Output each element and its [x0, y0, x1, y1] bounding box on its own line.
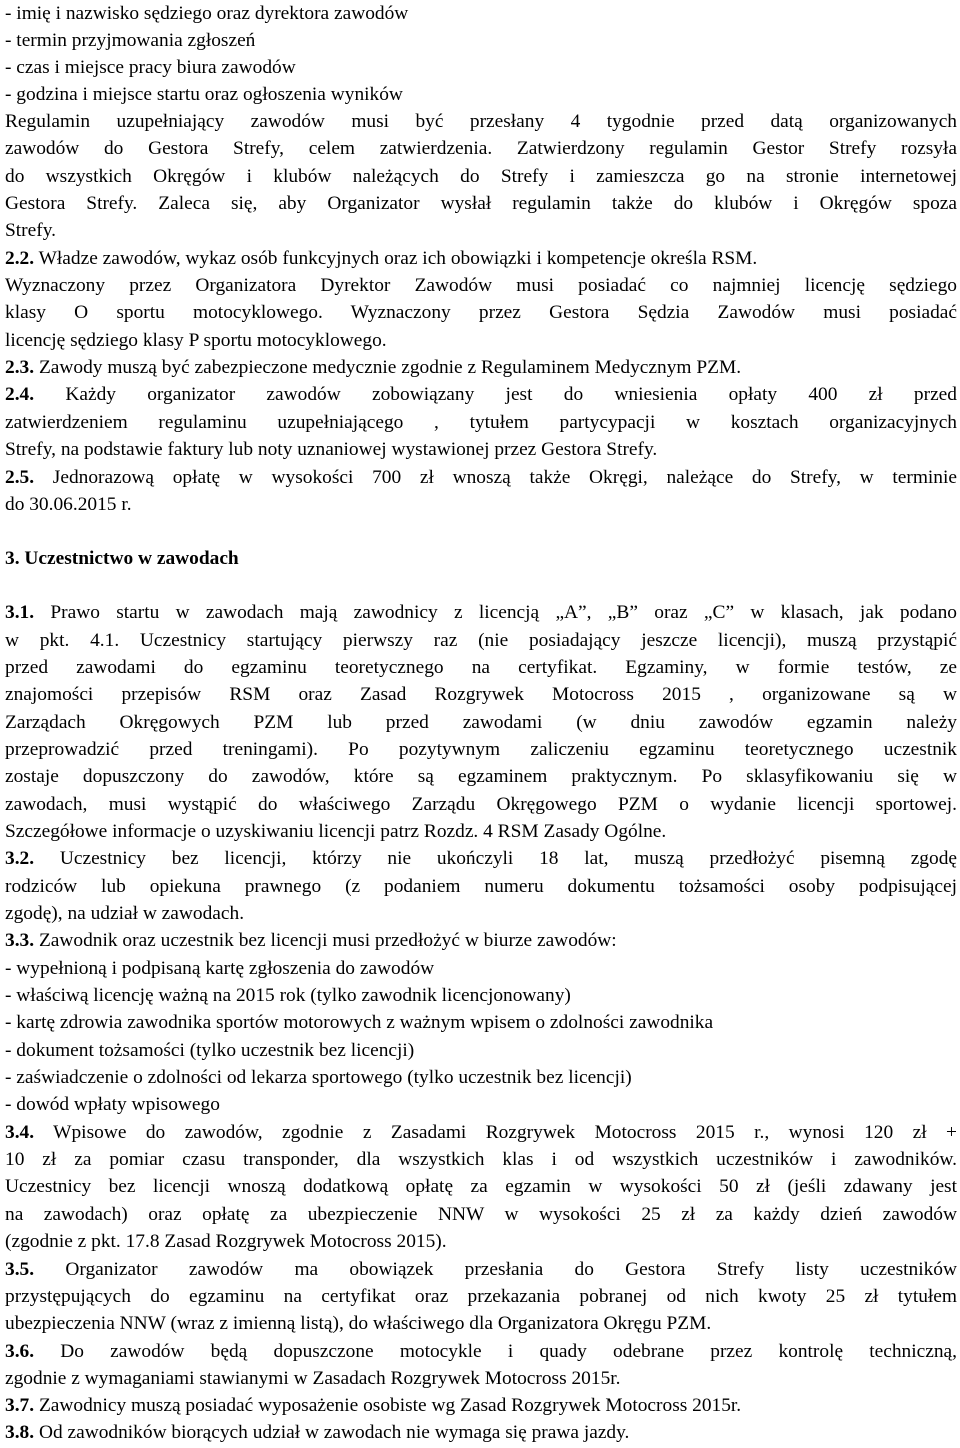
section-2-2: 2.2. Władze zawodów, wykaz osób funkcyjnych oraz ich obowiązki i kompetencje określa RSM.	[5, 248, 758, 269]
section-3-1: 3.1. Prawo startu w zawodach mają zawodnicy z licencją „A”, „B” oraz „C” w klasach, jak podano	[5, 602, 957, 623]
text-line: Regulamin uzupełniający zawodów musi być przesłany 4 tygodnie przed datą organizowanych	[5, 111, 957, 132]
text-line: zgodnie z wymaganiami stawianymi w Zasadach Rozgrywek Motocross 2015r.	[5, 1368, 621, 1389]
text-line: zgodę), na udział w zawodach.	[5, 903, 245, 924]
section-3-3: 3.3. Zawodnik oraz uczestnik bez licencji musi przedłożyć w biurze zawodów:	[5, 930, 617, 951]
section-3-8: 3.8. Od zawodników biorących udział w zawodach nie wymaga się prawa jazdy.	[5, 1422, 630, 1443]
text-line: Wyznaczony przez Organizatora Dyrektor Zawodów musi posiadać co najmniej licencję sędziego	[5, 275, 957, 296]
text-line: ubezpieczenia NNW (wraz z imienną listą), do właściwego dla Organizatora Okręgu PZM.	[5, 1313, 712, 1334]
text-line: (zgodnie z pkt. 17.8 Zasad Rozgrywek Motocross 2015).	[5, 1231, 447, 1252]
text-line: - termin przyjmowania zgłoszeń	[5, 30, 256, 51]
list-item: - właściwą licencję ważną na 2015 rok (tylko zawodnik licencjonowany)	[5, 985, 571, 1006]
text-line: Zarządach Okręgowych PZM lub przed zawodami (w dniu zawodów egzamin należy	[5, 712, 957, 733]
text-line: przeprowadzić przed treningami). Po pozytywnym zaliczeniu egzaminu teoretycznego uczestnik	[5, 739, 957, 760]
text-line: klasy O sportu motocyklowego. Wyznaczony przez Gestora Sędzia Zawodów musi posiadać	[5, 302, 957, 323]
text-line: Strefy.	[5, 220, 56, 241]
text-line: - czas i miejsce pracy biura zawodów	[5, 57, 296, 78]
section-3-6: 3.6. Do zawodów będą dopuszczone motocykle i quady odebrane przez kontrolę techniczną,	[5, 1341, 957, 1362]
list-item: - dowód wpłaty wpisowego	[5, 1094, 220, 1115]
text-line: 10 zł za pomiar czasu transponder, dla wszystkich klas i od wszystkich uczestników i zawodników.	[5, 1149, 957, 1170]
section-heading: 3. Uczestnictwo w zawodach	[5, 548, 239, 569]
text-line: - godzina i miejsce startu oraz ogłoszenia wyników	[5, 84, 403, 105]
text-line: do wszystkich Okręgów i klubów należących do Strefy i zamieszcza go na stronie internetowej	[5, 166, 957, 187]
text-line: Strefy, na podstawie faktury lub noty uznaniowej wystawionej przez Gestora Strefy.	[5, 439, 658, 460]
text-line: - imię i nazwisko sędziego oraz dyrektora zawodów	[5, 3, 409, 24]
list-item: - zaświadczenie o zdolności od lekarza sportowego (tylko uczestnik bez licencji)	[5, 1067, 632, 1088]
text-line: zostaje dopuszczony do zawodów, które są egzaminem praktycznym. Po sklasyfikowaniu się w	[5, 766, 957, 787]
list-item: - dokument tożsamości (tylko uczestnik bez licencji)	[5, 1040, 415, 1061]
text-line: rodziców lub opiekuna prawnego (z podaniem numeru dokumentu tożsamości osoby podpisującej	[5, 876, 957, 897]
text-line: znajomości przepisów RSM oraz Zasad Rozgrywek Motocross 2015 , organizowane są w	[5, 684, 957, 705]
text-line: w pkt. 4.1. Uczestnicy startujący pierwszy raz (nie posiadający jeszcze licencji), muszą przystąpić	[5, 630, 957, 651]
list-item: - kartę zdrowia zawodnika sportów motorowych z ważnym wpisem o zdolności zawodnika	[5, 1012, 714, 1033]
section-3-4: 3.4. Wpisowe do zawodów, zgodnie z Zasadami Rozgrywek Motocross 2015 r., wynosi 120 zł +	[5, 1122, 957, 1143]
section-3-2: 3.2. Uczestnicy bez licencji, którzy nie ukończyli 18 lat, muszą przedłożyć pisemną zgodę	[5, 848, 957, 869]
section-2-5: 2.5. Jednorazową opłatę w wysokości 700 zł wnoszą także Okręgi, należące do Strefy, w terminie	[5, 467, 957, 488]
section-3-5: 3.5. Organizator zawodów ma obowiązek przesłania do Gestora Strefy listy uczestników	[5, 1259, 957, 1280]
text-line: na zawodach) oraz opłatę za ubezpieczenie NNW w wysokości 25 zł za każdy dzień zawodów	[5, 1204, 957, 1225]
text-line: Gestora Strefy. Zaleca się, aby Organizator wysłał regulamin także do klubów i Okręgów spoza	[5, 193, 957, 214]
text-line: do 30.06.2015 r.	[5, 494, 132, 515]
list-item: - wypełnioną i podpisaną kartę zgłoszenia do zawodów	[5, 958, 435, 979]
text-line: Szczegółowe informacje o uzyskiwaniu licencji patrz Rozdz. 4 RSM Zasady Ogólne.	[5, 821, 667, 842]
section-2-4: 2.4. Każdy organizator zawodów zobowiązany jest do wniesienia opłaty 400 zł przed	[5, 384, 957, 405]
text-line: zawodach, musi wystąpić do właściwego Zarządu Okręgowego PZM o wydanie licencji sportowej.	[5, 794, 957, 815]
text-line: przystępujących do egzaminu na certyfikat oraz przekazania pobranej od nich kwoty 25 zł tytułem	[5, 1286, 957, 1307]
section-3-7: 3.7. Zawodnicy muszą posiadać wyposażenie osobiste wg Zasad Rozgrywek Motocross 2015r.	[5, 1395, 742, 1416]
text-line: zatwierdzeniem regulaminu uzupełniającego , tytułem partycypacji w kosztach organizacyjnych	[5, 412, 957, 433]
text-line: Uczestnicy bez licencji wnoszą dodatkową opłatę za egzamin w wysokości 50 zł (jeśli zdawany jest	[5, 1176, 957, 1197]
section-2-3: 2.3. Zawody muszą być zabezpieczone medycznie zgodnie z Regulaminem Medycznym PZM.	[5, 357, 742, 378]
text-line: licencję sędziego klasy P sportu motocyklowego.	[5, 330, 387, 351]
text-line: przed zawodami do egzaminu teoretycznego na certyfikat. Egzaminy, w formie testów, ze	[5, 657, 957, 678]
text-line: zawodów do Gestora Strefy, celem zatwierdzenia. Zatwierdzony regulamin Gestor Strefy rozsyła	[5, 138, 957, 159]
